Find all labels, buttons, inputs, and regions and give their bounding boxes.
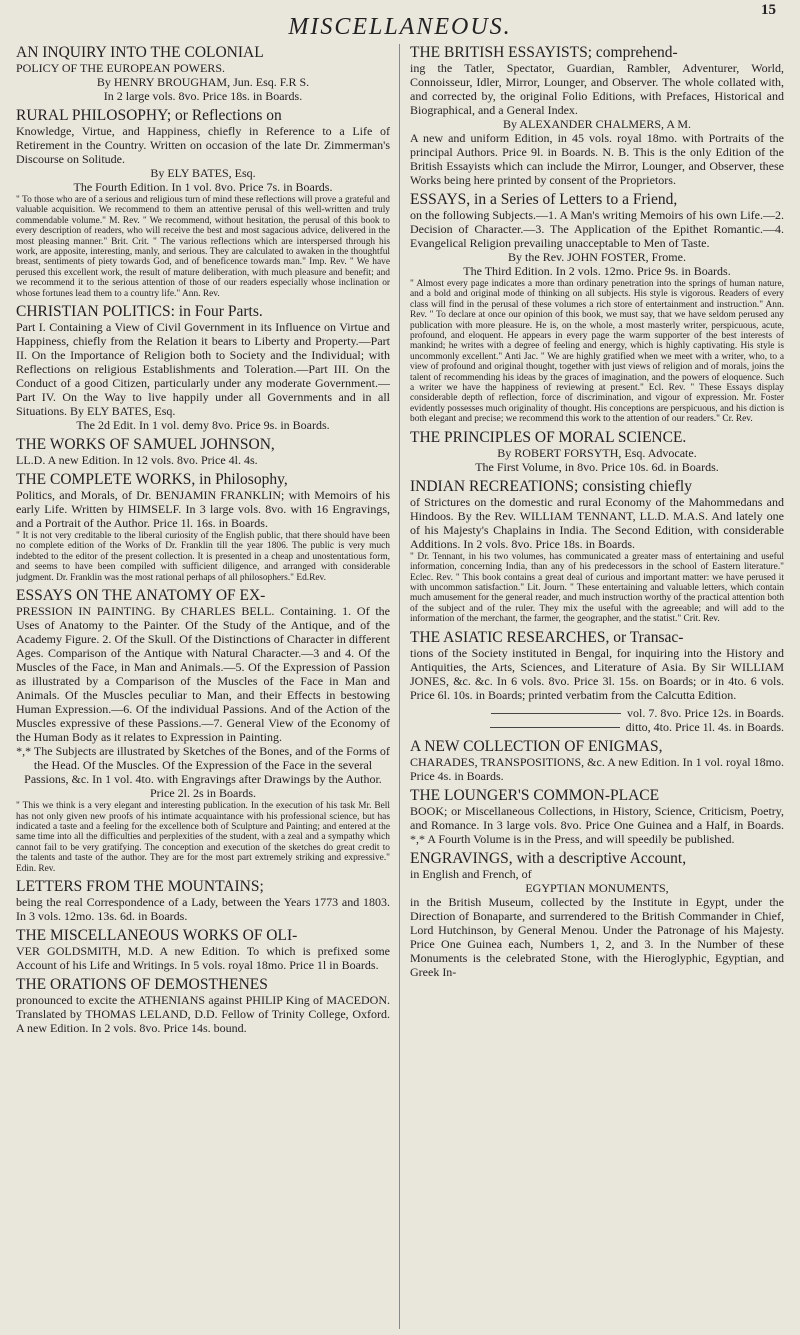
- supplement-text: vol. 7. 8vo. Price 12s. in Boards.: [627, 705, 784, 720]
- dash-rule: [491, 713, 621, 714]
- page-number: 15: [761, 2, 776, 18]
- entry-title: THE PRINCIPLES OF MORAL SCIENCE.: [410, 428, 687, 446]
- entry-title: THE ORATIONS OF DEMOSTHENES: [16, 975, 268, 993]
- supplement-line: [410, 706, 784, 720]
- entry-line: The Third Edition. In 2 vols. 12mo. Price 9s. in Boards.: [463, 264, 731, 278]
- advertisement-entry: [16, 107, 390, 299]
- entry-body: of Strictures on the domestic and rural Economy of the Mahommedans and Hindoos. By the Rev. WILLIAM TENNANT, LL.D. M.A.S. And lately one of his Majesty's Chaplains in India. The Second Edition, with considerable Additions. In 2 vols. 8vo. Price 18s. in Boards.: [410, 494, 784, 551]
- review-quote: " Dr. Tennant, in his two volumes, has communicated a greater mass of entertaining and useful information, concerning India, than any of his predecessors in the school of Eastern literature." Eclec. Rev. " This book contains a great deal of curious and important matter: we have perused it with uncommon satisfaction." Lit. Journ. " These entertaining and valuable letters, which contain much amusement for the general reader, and much instruction worthy of the practical attention both of the subject and of the ruler. They mix the useful with the agreeable; and will add to the information of the merchant, the farmer, the geographer, and the statist." Crit. Rev.: [410, 551, 784, 625]
- review-quote: " To those who are of a serious and religious turn of mind these reflections will prove a grateful and valuable acquisition. We recommend to them an attentive perusal of this well-written and truly commendable volume." M. Rev. " We recommend, without hesitation, the perusal of this book to every description of readers, who will receive the best and most sagacious advice, delivered in the most pleasing manner." Brit. Crit. " The various reflections which are interspersed through his work, are apposite, interesting, manly, and serious. They are calculated to awaken in the thoughtful breast, sentiments of piety towards God, and of beneficence towards man." Imp. Rev. " We have perused this excellent work, the result of mature deliberation, with much pleasure and benefit; and we recommend it to the serious attention of those of our readers especially whose inclination or whose fortunes lead them to a country life." Ann. Rev.: [16, 195, 390, 299]
- advertisement-entry: [410, 850, 784, 979]
- entry-title: A NEW COLLECTION OF ENIGMAS,: [410, 737, 663, 755]
- entry-title: CHRISTIAN POLITICS: in Four Parts.: [16, 303, 263, 321]
- entry-body: POLICY OF THE EUROPEAN POWERS.: [16, 61, 226, 75]
- entry-title: ESSAYS, in a Series of Letters to a Friend,: [410, 191, 678, 208]
- entry-line: In 2 large vols. 8vo. Price 18s. in Boards.: [103, 89, 303, 103]
- entry-body: ing the Tatler, Spectator, Guardian, Rambler, Adventurer, World, Connoisseur, Idler, Mirror, Lounger, and Observer. The whole collated with, and corrected by, the original Folio Editions, with Prefaces, Historical and Biographical, and a General Index.: [410, 61, 784, 117]
- entry-title: ENGRAVINGS, with a descriptive Account,: [410, 849, 687, 867]
- entry-body: Part I. Containing a View of Civil Government in its Influence on Virtue and Happiness, chiefly from the Relation it bears to Liberty and Property.—Part II. On the Importance of Religion both to Society and the Individual; with Reflections on religious Establishments and Toleration.—Part III. On the Conduct of a good Citizen, particularly under any moderate Government.—Part IV. On the Way to live happily under all Governments and in all Situations. By ELY BATES, Esq.: [16, 320, 390, 419]
- advertisement-columns: [16, 44, 784, 1329]
- advertisement-entry: [16, 927, 390, 972]
- entry-title: AN INQUIRY INTO THE COLONIAL: [16, 44, 264, 61]
- dash-rule: [490, 727, 620, 728]
- entry-body: CHARADES, TRANSPOSITIONS, &c. A new Edition. In 1 vol. royal 18mo. Price 4s. in Boards.: [410, 754, 784, 783]
- entry-body: LL.D. A new Edition. In 12 vols. 8vo. Price 4l. 4s.: [16, 453, 258, 468]
- right-column: [410, 44, 784, 1329]
- entry-body: tions of the Society instituted in Bengal, for inquiring into the History and Antiquities, the Arts, Sciences, and Literature of Asia. By Sir WILLIAM JONES, &c. &c. In 6 vols. 8vo. Price 3l. 15s. on Boards; or in 4to. 6 vols. Price 6l. 10s. in Boards; printed verbatim from the Calcutta Edition.: [410, 645, 784, 702]
- advertisement-entry: [410, 706, 784, 734]
- review-quote: " This we think is a very elegant and interesting publication. In the execution of his task Mr. Bell has not only given new proofs of his intimate acquaintance with his professional science, but has indicated a taste and a feeling for the excellence both of Sculpture and Painting; and entered at the same time into all the difficulties and perplexities of the student, with a zeal and a sympathy which cannot fail to be very gratifying. The conception and execution of the sketches do great credit to the talents and taste of the author. They are for the most part extremely striking and expressive." Edin. Rev.: [16, 801, 390, 874]
- entry-title: THE LOUNGER'S COMMON-PLACE: [410, 786, 660, 804]
- entry-body: PRESSION IN PAINTING. By CHARLES BELL. Containing. 1. Of the Uses of Anatomy to the Painter. Of the Study of the Antique, and of the Academy Figure. 2. Of the Skull. Of the Distinctions of Character in different Ages. Comparison of the Antique with Natural Character.—3 and 4. Of the Muscles of the Face, in Man and Animals.—5. Of the Expression of Passion as illustrated by a Comparison of the Muscles of the Face in Man and Animals. Of the Muscles peculiar to Man, and their Effects in bestowing Human Expression.—6. Of the individual Passions. And of the Action of the Muscles expressive of these Passions.—7. General View of the Economy of the Human Body as it relates to Expression in Painting.: [16, 604, 390, 745]
- entry-body: Knowledge, Virtue, and Happiness, chiefly in Reference to a Life of Retirement in the Country. Written on occasion of the late Dr. Zimmerman's Discourse on Solitude.: [16, 124, 390, 166]
- entry-line: By ELY BATES, Esq.: [150, 166, 256, 180]
- advertisement-entry: [410, 191, 784, 425]
- advertisement-entry: [16, 303, 390, 432]
- entry-title: THE COMPLETE WORKS, in Philosophy,: [16, 471, 288, 489]
- advertisement-entry: [16, 976, 390, 1035]
- entry-title: INDIAN RECREATIONS; consisting chiefly: [410, 477, 692, 495]
- entry-body: pronounced to excite the ATHENIANS against PHILIP King of MACEDON. Translated by THOMAS LELAND, D.D. Fellow of Trinity College, Oxford. A new Edition. In 2 vols. 8vo. Price 14s. bound.: [16, 992, 390, 1035]
- entry-body: VER GOLDSMITH, M.D. A new Edition. To which is prefixed some Account of his Life and Writings. In 5 vols. royal 18mo. Price 1l in Boards.: [16, 943, 390, 972]
- advertisement-entry: [16, 587, 390, 874]
- running-head: MISCELLANEOUS.: [288, 14, 512, 40]
- entry-line: By ALEXANDER CHALMERS, A M.: [502, 117, 692, 131]
- entry-line: By the Rev. JOHN FOSTER, Frome.: [508, 250, 686, 264]
- advertisement-entry: [410, 478, 784, 625]
- entry-line: *,* The Subjects are illustrated by Sketches of the Bones, and of the Forms of the Head. Of the Muscles. Of the Expression of the Face in the several Passions, &c. In 1 vol. 4to. with Engravings after Drawings by the Author. Price 2l. 2s in Boards.: [16, 744, 390, 801]
- entry-body: on the following Subjects.—1. A Man's writing Memoirs of his own Life.—2. Decision of Character.—3. The Application of the Epithet Romantic.—4. Evangelical Religion prevailing unacceptable to Men of Taste.: [410, 208, 784, 250]
- advertisement-entry: [410, 738, 784, 783]
- entry-body: in English and French, of: [410, 866, 532, 881]
- advertisement-entry: [16, 44, 390, 103]
- entry-title: THE MISCELLANEOUS WORKS OF OLI-: [16, 926, 298, 944]
- entry-title: LETTERS FROM THE MOUNTAINS;: [16, 877, 264, 895]
- entry-body-continued: in the British Museum, collected by the Institute in Egypt, under the Direction of Bonaparte, and surrendered to the British Commander in Chief, Lord Hutchinson, by General Menou. Under the Patronage of his Majesty. Price One Guinea each, Numbers 1, 2, and 3. In the Number of these Monuments is the celebrated Stone, with the Hieroglyphic, Egyptian, and Greek In-: [410, 894, 784, 979]
- entry-line: By ROBERT FORSYTH, Esq. Advocate.: [497, 445, 697, 460]
- advertisement-entry: [410, 429, 784, 474]
- review-quote: " It is not very creditable to the liberal curiosity of the English public, that there should have been no complete edition of the Works of Dr. Franklin till the year 1806. The public is very much indebted to the editor of the present collection. It is presented in a cheap and unostentatious form, and seems to have been compiled with sufficient diligence, and arranged with considerable judgment. Dr. Franklin was the most rational perhaps of all philosophers." Ed.Rev.: [16, 531, 390, 583]
- entry-title: THE BRITISH ESSAYISTS; comprehend-: [410, 44, 678, 61]
- supplement-line: [410, 720, 784, 734]
- left-column: [16, 44, 390, 1329]
- entry-title: THE ASIATIC RESEARCHES, or Transac-: [410, 628, 684, 646]
- entry-body: BOOK; or Miscellaneous Collections, in History, Science, Criticism, Poetry, and Romance. In 3 large vols. 8vo. Price One Guinea and a Half, in Boards. *,* A Fourth Volume is in the Press, and will speedily be published.: [410, 803, 784, 846]
- entry-body: being the real Correspondence of a Lady, between the Years 1773 and 1803. In 3 vols. 12mo. 13s. 6d. in Boards.: [16, 894, 390, 923]
- advertisement-entry: [16, 878, 390, 923]
- advertisement-entry: [410, 787, 784, 846]
- entry-line: The 2d Edit. In 1 vol. demy 8vo. Price 9s. in Boards.: [76, 418, 330, 433]
- advertisement-entry: [16, 471, 390, 583]
- entry-title: THE WORKS OF SAMUEL JOHNSON,: [16, 436, 275, 454]
- advertisement-entry: [410, 629, 784, 702]
- entry-body: Politics, and Morals, of Dr. BENJAMIN FRANKLIN; with Memoirs of his early Life. Written by HIMSELF. In 3 large vols. 8vo. with 16 Engravings, and a Portrait of the Author. Price 1l. 16s. in Boards.: [16, 488, 390, 531]
- entry-line: The Fourth Edition. In 1 vol. 8vo. Price 7s. in Boards.: [73, 180, 333, 194]
- supplement-text: ditto, 4to. Price 1l. 4s. in Boards.: [625, 719, 784, 734]
- column-divider: [399, 44, 400, 1329]
- entry-line: EGYPTIAN MONUMENTS,: [525, 880, 669, 895]
- entry-title: RURAL PHILOSOPHY; or Reflections on: [16, 107, 282, 124]
- advertisement-entry: [410, 44, 784, 187]
- entry-body-continued: A new and uniform Edition, in 45 vols. royal 18mo. with Portraits of the principal Authors. Price 9l. in Boards. N. B. This is the only Edition of the British Essayists which can include the Mirror, Lounger, and Observer, these Works being here printed by consent of the Proprietors.: [410, 131, 784, 187]
- entry-title: ESSAYS ON THE ANATOMY OF EX-: [16, 587, 266, 605]
- advertisement-entry: [16, 436, 390, 467]
- review-quote: " Almost every page indicates a more than ordinary penetration into the springs of human nature, and a bold and original mode of thinking on all subjects. His style is vigorous. Readers of every class will find in the perusal of these volumes a rich store of entertainment and instruction." Ann. Rev. " To declare at once our opinion of this book, we must say, that we have seldom perused any publication with more pleasure. He is, on the whole, a most masterly writer, perspicuous, acute, profound, and eloquent. He appears in every page the warm supporter of the best interests of mankind; he writes with a degree of feeling and energy, which is highly captivating. His style is uncommonly excellent." Anti Jac. " We are highly gratified when we meet with a writer, who, to a view of profound and original thought, together with just views of religion and of morals, joins the talent of recommending his ideas by the graces of imagination, and the powers of eloquence. Such a writer we have the happiness of reviewing at present." Ecl. Rev. " These Essays display considerable depth of reflection, force of discrimination, and vigour of expression. Mr. Foster evidently possesses much originality of thought. His conceptions are perspicuous, and his diction is both elegant and precise; we recommend this work to the attention of our readers." Cr. Rev.: [410, 279, 784, 425]
- entry-line: The First Volume, in 8vo. Price 10s. 6d. in Boards.: [475, 459, 719, 474]
- entry-line: By HENRY BROUGHAM, Jun. Esq. F.R S.: [96, 75, 310, 89]
